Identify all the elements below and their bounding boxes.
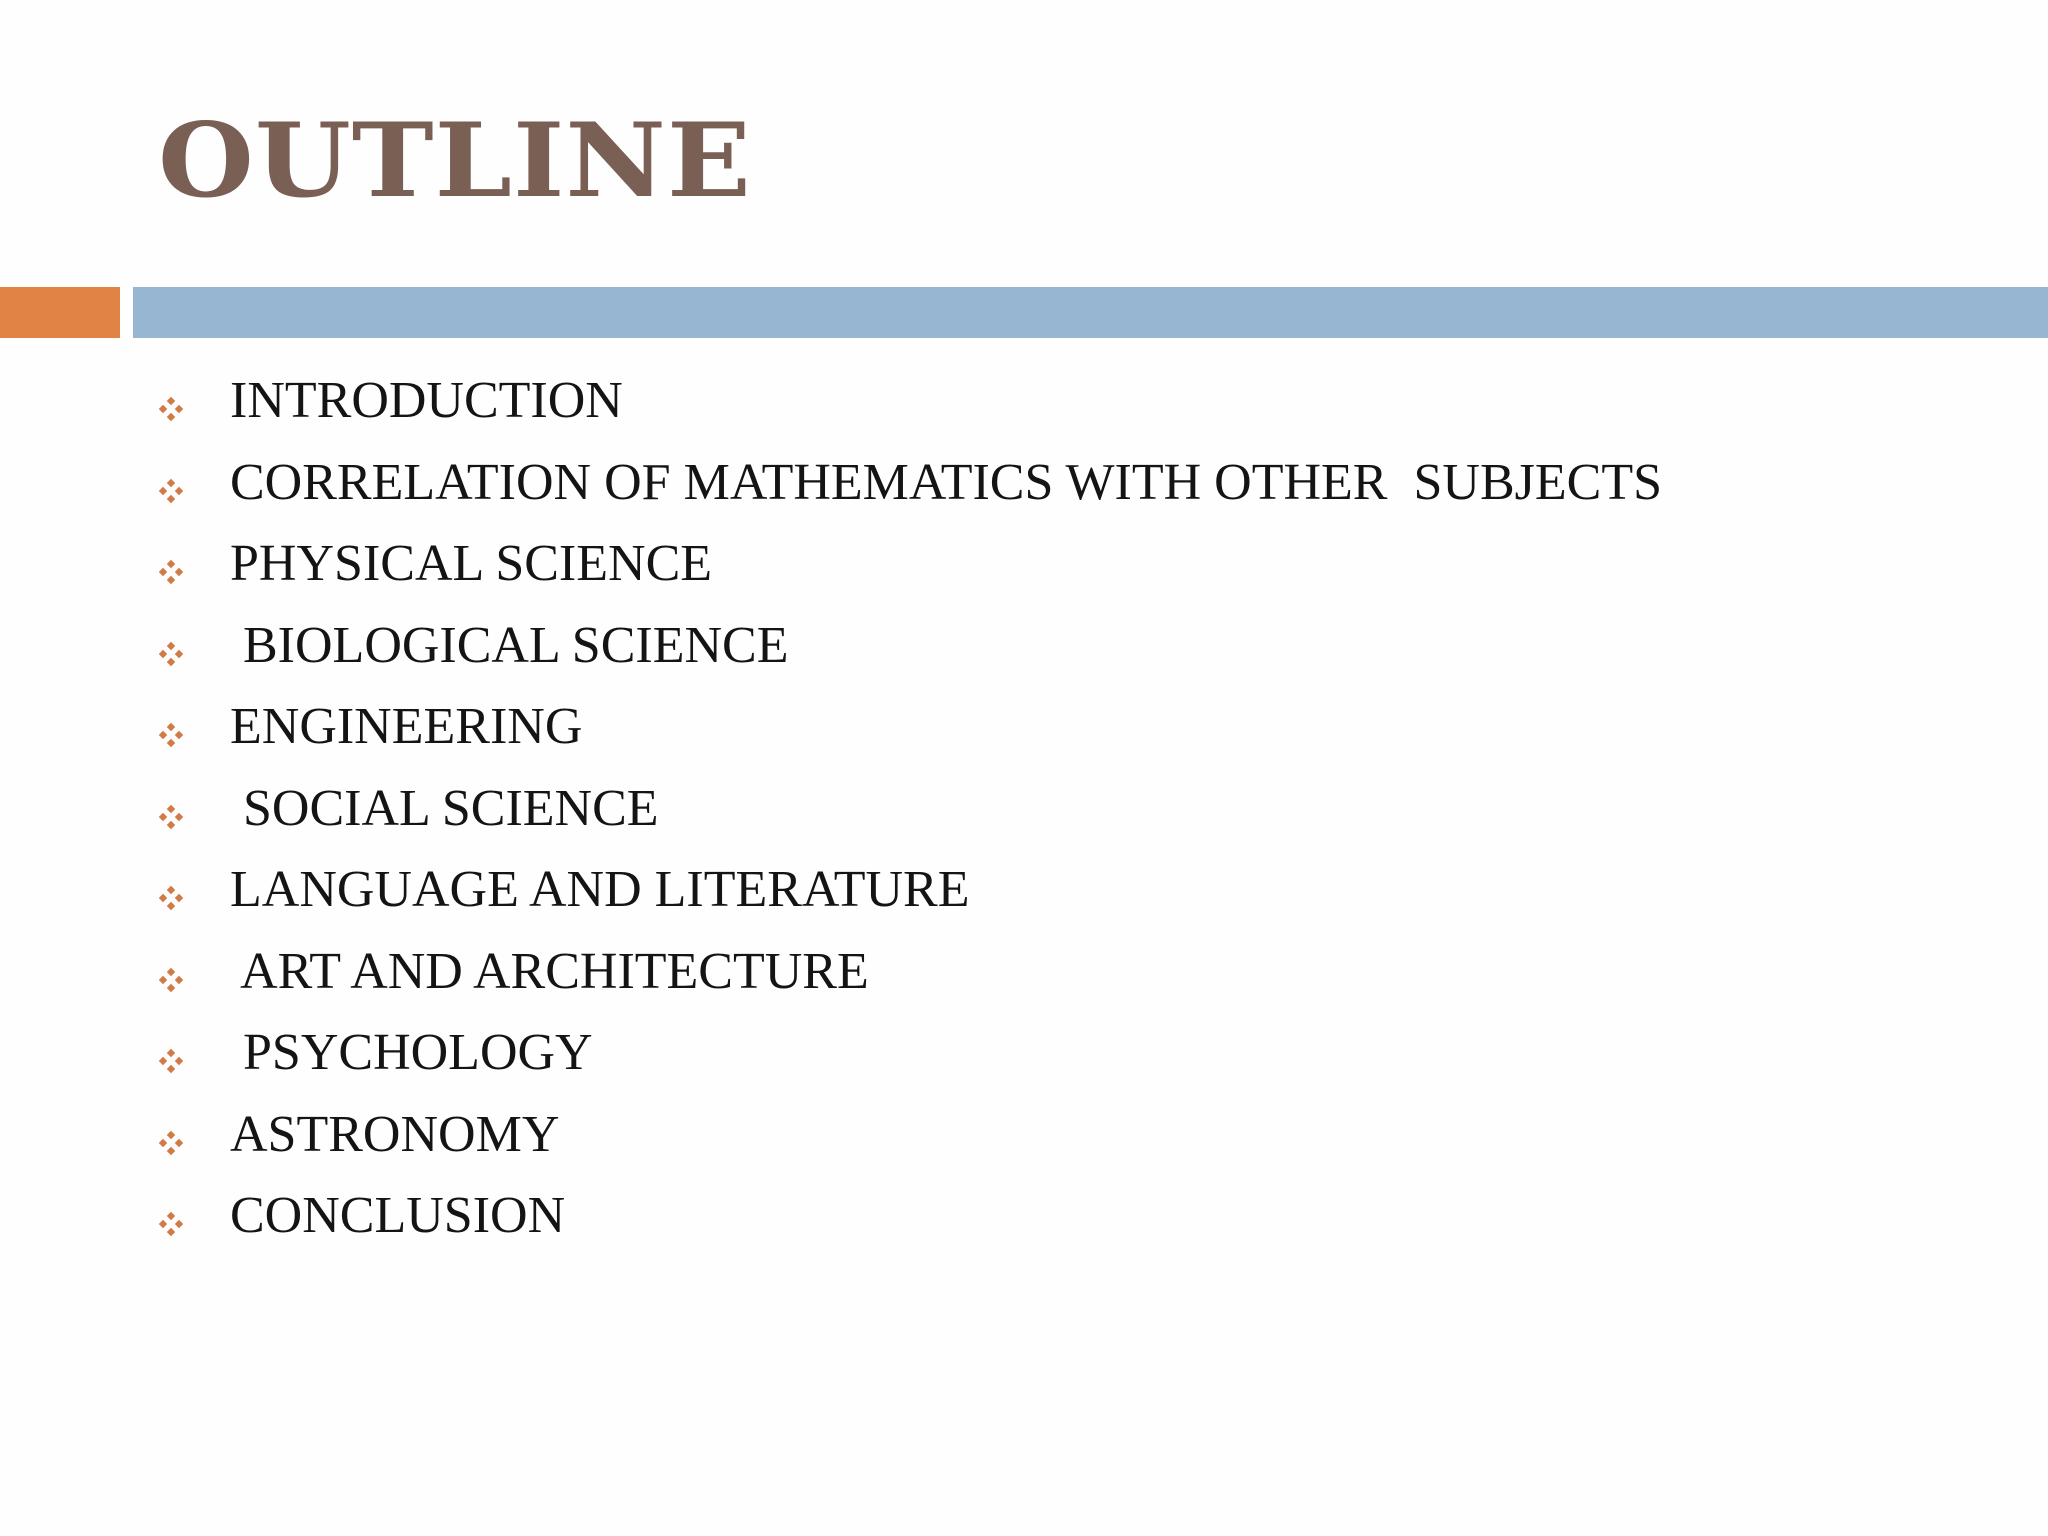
accent-bar [0,287,120,338]
outline-item-label: CORRELATION OF MATHEMATICS WITH OTHER SUBJECTS [230,453,1663,511]
four-diamond-bullet-icon [158,641,184,667]
four-diamond-bullet-icon [158,1130,184,1156]
four-diamond-bullet-icon [158,1048,184,1074]
four-diamond-bullet-icon [158,885,184,911]
outline-item-label: BIOLOGICAL SCIENCE [230,616,789,674]
outline-item-label: LANGUAGE AND LITERATURE [230,861,970,918]
outline-item-label: PSYCHOLOGY [230,1024,593,1081]
outline-item-label: ASTRONOMY [230,1105,560,1163]
outline-item-label: SOCIAL SCIENCE [230,779,659,837]
four-diamond-bullet-icon [158,967,184,993]
four-diamond-bullet-icon [158,1211,184,1237]
four-diamond-bullet-icon [158,722,184,748]
outline-item-label: ART AND ARCHITECTURE [230,942,869,1000]
title-divider-bar [133,287,2048,338]
outline-item-label: PHYSICAL SCIENCE [230,535,713,592]
four-diamond-bullet-icon [158,559,184,585]
four-diamond-bullet-icon [158,478,184,504]
outline-item-label: INTRODUCTION [230,372,623,429]
outline-item-label: ENGINEERING [230,698,583,755]
outline-item-label: CONCLUSION [230,1187,566,1244]
slide-title: OUTLINE [158,100,752,220]
four-diamond-bullet-icon [158,396,184,422]
four-diamond-bullet-icon [158,804,184,830]
